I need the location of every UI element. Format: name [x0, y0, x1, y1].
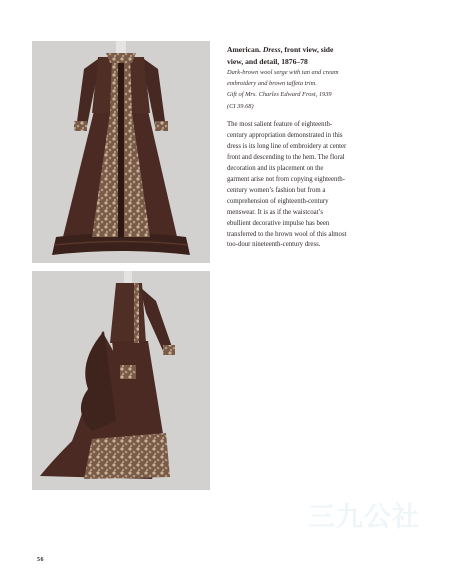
watermark: 三九公社 — [308, 502, 420, 533]
caption-credit: Gift of Mrs. Charles Edward Frost, 1939 — [227, 91, 332, 99]
body-paragraph: The most salient feature of eighteenth-century appropriation demonstrated in this dress is its long line of embroidery at center front and descending to the hem. The floral decoration and its placement on the garment arise not from copying eighteenth-century women’s fashion but from a comprehension of eighteenth-century menswear. It is as if the waistcoat’s ebullient decorative impulse has been transferred to the brown wool of this almost too-dour nineteenth-century dress. — [227, 121, 347, 249]
dress-side-photo — [32, 271, 210, 490]
caption-medium: Dark-brown wool serge with tan and cream embroidery and brown taffeta trim. — [227, 69, 339, 87]
page-number: 56 — [37, 557, 44, 563]
caption-accession: (CI 39.68) — [227, 102, 254, 110]
dress-front-photo — [32, 41, 210, 263]
caption — [227, 44, 347, 113]
caption-title: American. Dress, front view, side view, and detail, 1876–78 — [227, 45, 334, 66]
